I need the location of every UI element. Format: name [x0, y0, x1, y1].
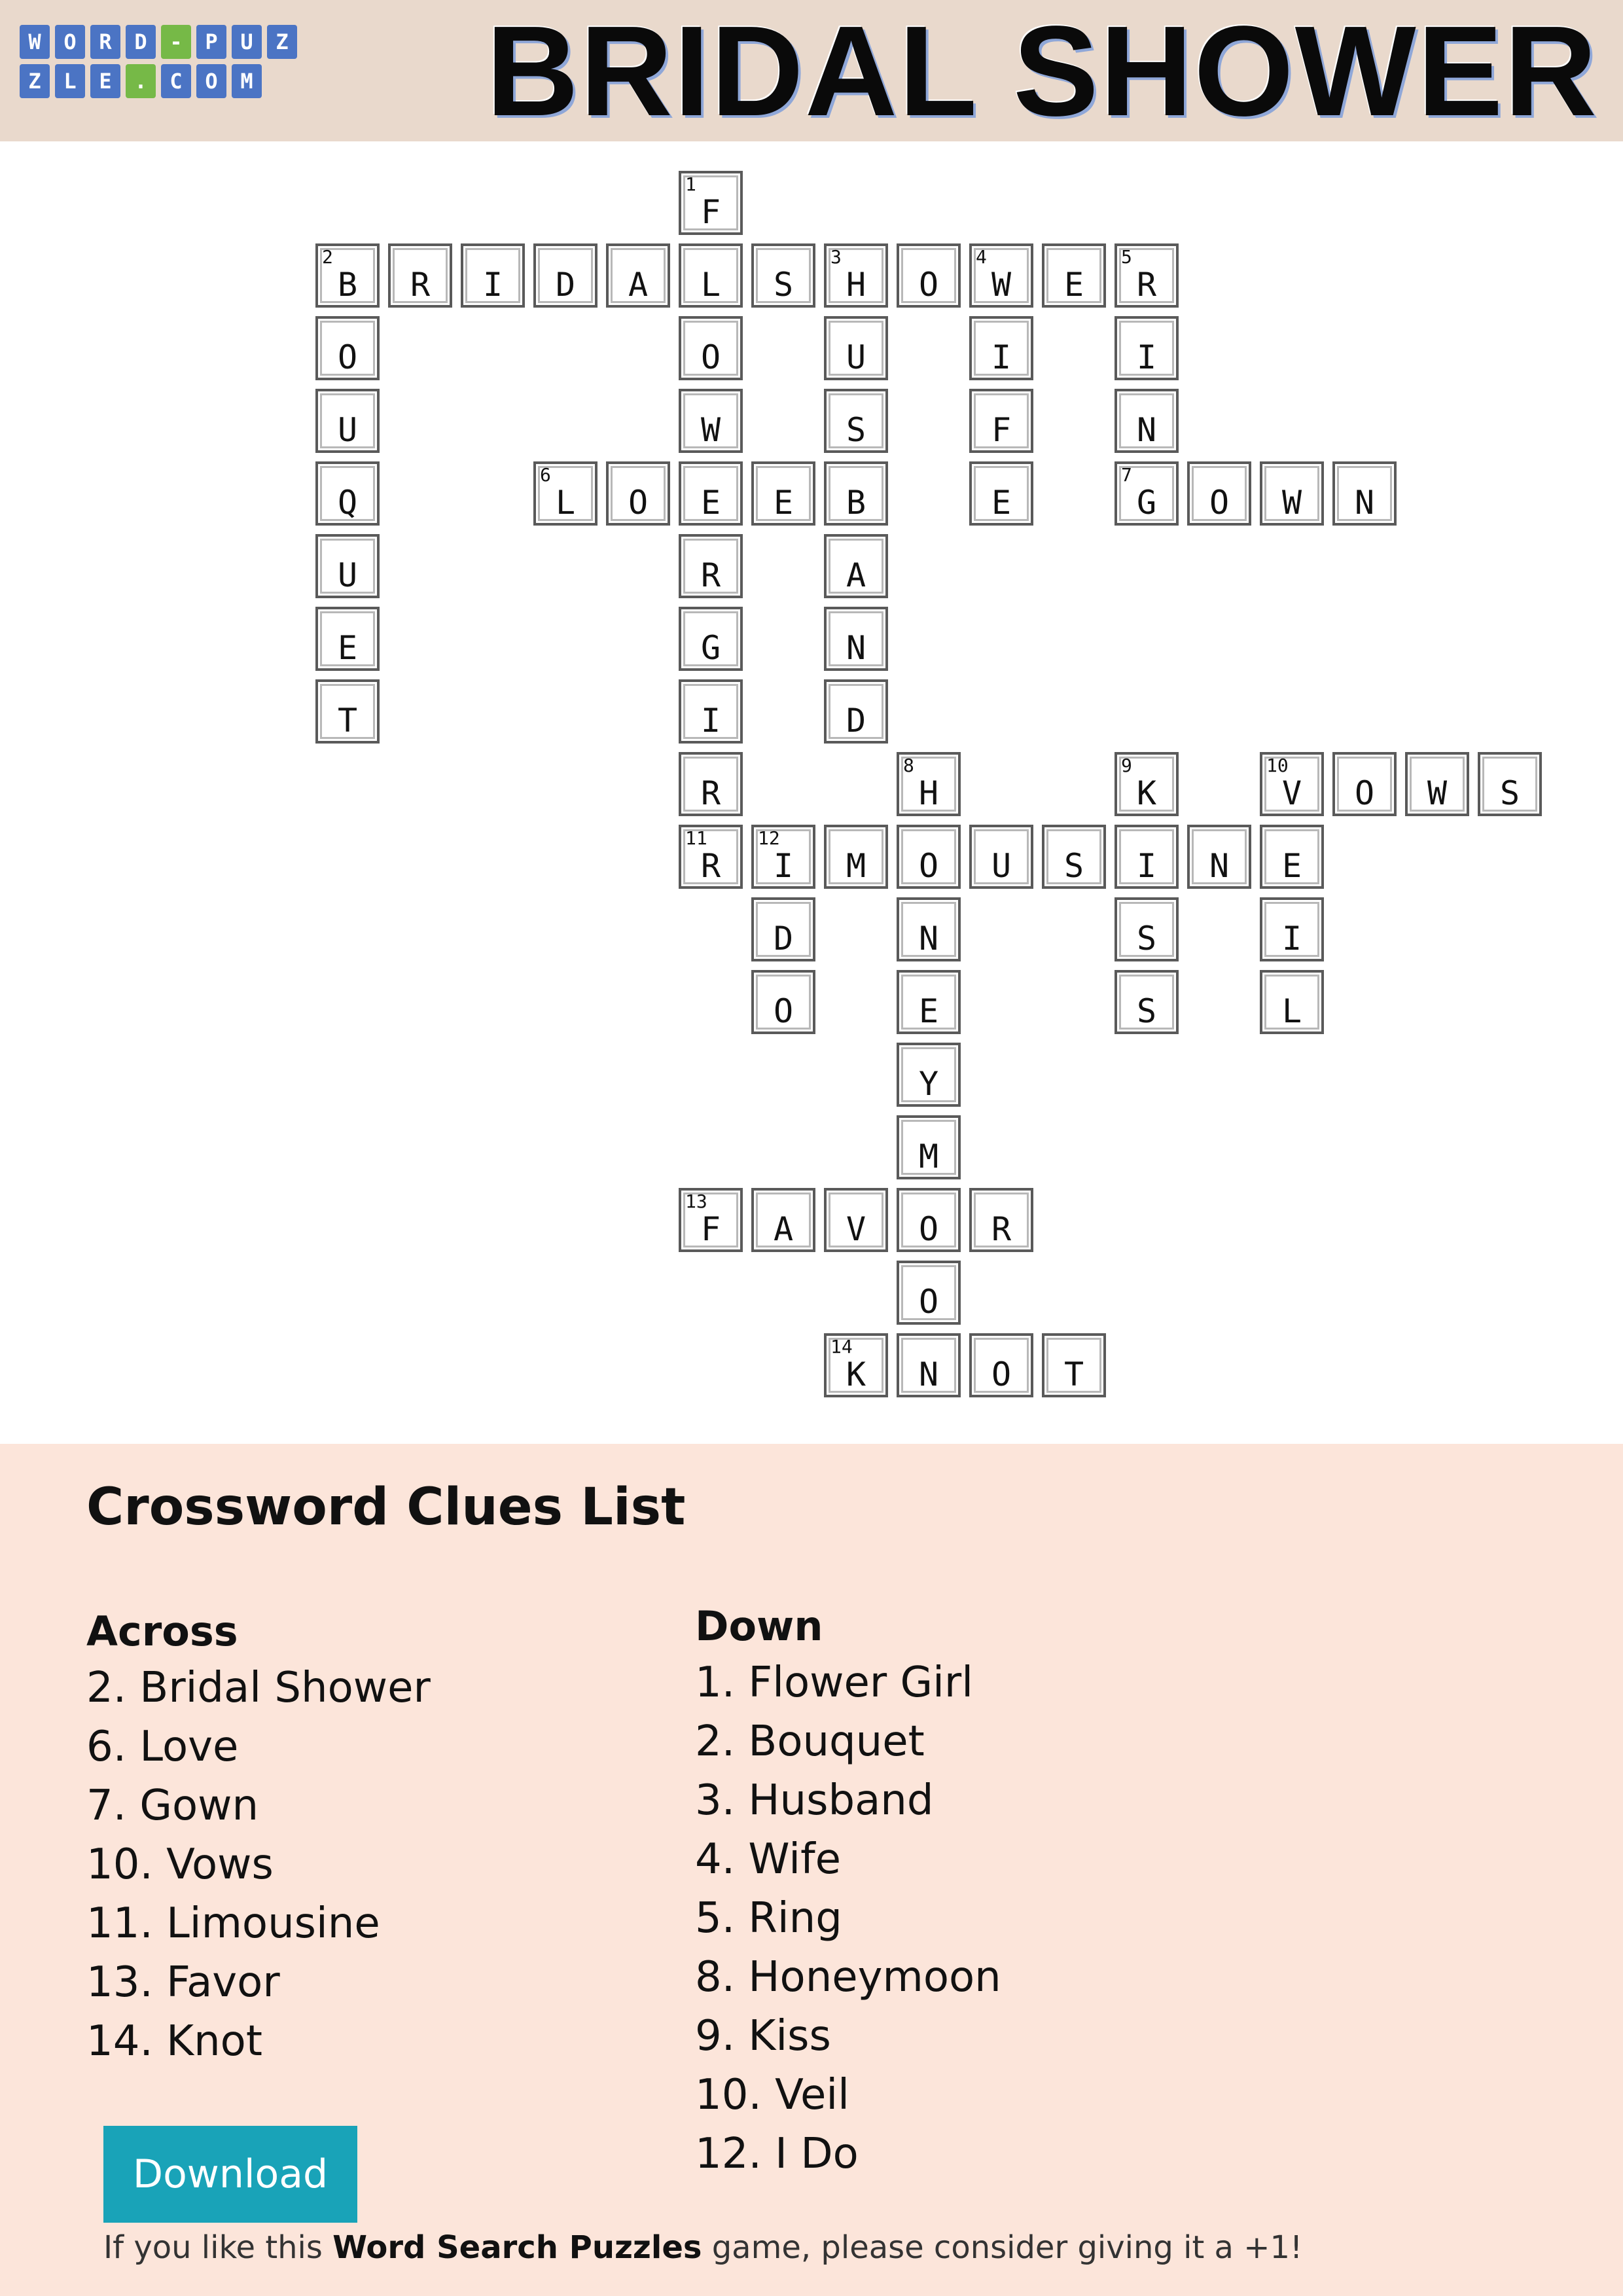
crossword-cell[interactable]	[897, 1188, 961, 1252]
clues-panel	[0, 1444, 1623, 2296]
crossword-cell[interactable]	[1332, 752, 1397, 816]
cell-letter: F	[700, 1210, 721, 1248]
crossword-cell[interactable]	[824, 461, 888, 526]
crossword-cell[interactable]	[679, 607, 743, 671]
cell-letter: R	[991, 1210, 1012, 1248]
cell-letter: B	[337, 266, 358, 304]
clue-number: 6	[540, 464, 551, 486]
crossword-cell[interactable]	[751, 897, 815, 961]
clues-heading: Crossword Clues List	[86, 1478, 686, 1537]
cell-letter: N	[918, 1355, 939, 1393]
across-clue: 11. Limousine	[86, 1899, 380, 1948]
logo-tile: L	[55, 64, 85, 98]
logo-tile: W	[20, 25, 50, 59]
crossword-cell[interactable]	[315, 607, 380, 671]
cell-letter: W	[991, 266, 1012, 304]
crossword-cell[interactable]	[897, 752, 961, 816]
cell-letter: R	[700, 556, 721, 594]
cell-letter: O	[700, 338, 721, 376]
down-clue: 1. Flower Girl	[695, 1659, 973, 1707]
cell-letter: E	[918, 992, 939, 1030]
across-heading: Across	[86, 1607, 238, 1655]
logo-tile: Z	[20, 64, 50, 98]
clue-number: 14	[830, 1336, 853, 1357]
crossword-cell[interactable]	[315, 461, 380, 526]
crossword-cell[interactable]	[751, 825, 815, 889]
crossword-cell[interactable]	[679, 1188, 743, 1252]
crossword-cell[interactable]	[315, 243, 380, 308]
cell-letter: W	[1427, 774, 1448, 812]
cell-letter: V	[1281, 774, 1302, 812]
crossword-cell[interactable]	[1260, 752, 1324, 816]
cell-letter: V	[846, 1210, 866, 1248]
cell-letter: O	[773, 992, 794, 1030]
crossword-cell[interactable]	[1042, 825, 1106, 889]
logo-tile: E	[90, 64, 120, 98]
down-clue: 10. Veil	[695, 2071, 849, 2119]
crossword-cell[interactable]	[897, 1261, 961, 1325]
logo-tile: O	[196, 64, 226, 98]
cell-letter: F	[991, 411, 1012, 449]
cell-letter: U	[337, 556, 358, 594]
cell-letter: D	[846, 702, 866, 740]
crossword-cell[interactable]	[1115, 825, 1179, 889]
crossword-cell[interactable]	[1332, 461, 1397, 526]
crossword-grid	[0, 141, 1623, 1444]
crossword-cell[interactable]	[897, 825, 961, 889]
crossword-cell[interactable]	[533, 243, 597, 308]
logo-tile: M	[232, 64, 262, 98]
crossword-cell[interactable]	[824, 243, 888, 308]
crossword-cell[interactable]	[751, 1188, 815, 1252]
across-clue: 10. Vows	[86, 1840, 274, 1889]
crossword-cell[interactable]	[388, 243, 452, 308]
logo-tile: -	[161, 25, 191, 59]
crossword-cell[interactable]	[897, 1043, 961, 1107]
crossword-cell[interactable]	[751, 970, 815, 1034]
clue-number: 1	[685, 173, 696, 195]
cell-letter: E	[700, 484, 721, 522]
across-clue: 14. Knot	[86, 2017, 262, 2066]
logo-tile: R	[90, 25, 120, 59]
cell-letter: W	[700, 411, 721, 449]
cell-letter: S	[1063, 847, 1084, 885]
crossword-cell[interactable]	[1115, 897, 1179, 961]
clue-number: 8	[903, 755, 914, 776]
crossword-cell[interactable]	[679, 316, 743, 380]
cell-letter: I	[1136, 847, 1157, 885]
crossword-cell[interactable]	[679, 243, 743, 308]
logo-tile: U	[232, 25, 262, 59]
crossword-cell[interactable]	[1042, 1333, 1106, 1397]
footer-note	[103, 2229, 1302, 2266]
logo-tile: D	[126, 25, 156, 59]
footer-note-link[interactable]: Word Search Puzzles	[332, 2229, 702, 2266]
across-clue: 6. Love	[86, 1723, 239, 1771]
cell-letter: S	[1136, 992, 1157, 1030]
crossword-cell[interactable]	[897, 243, 961, 308]
crossword-cell[interactable]	[751, 243, 815, 308]
crossword-cell[interactable]	[1115, 316, 1179, 380]
down-clue: 3. Husband	[695, 1776, 934, 1825]
clue-number: 11	[685, 827, 707, 849]
crossword-cell[interactable]	[824, 534, 888, 598]
down-clue-list	[695, 1653, 1001, 2183]
crossword-cell[interactable]	[969, 1333, 1033, 1397]
logo-tile: Z	[267, 25, 297, 59]
cell-letter: O	[918, 1283, 939, 1321]
cell-letter: I	[773, 847, 794, 885]
cell-letter: O	[1354, 774, 1375, 812]
cell-letter: N	[1354, 484, 1375, 522]
crossword-cell[interactable]	[533, 461, 597, 526]
cell-letter: S	[773, 266, 794, 304]
crossword-cell[interactable]	[1260, 970, 1324, 1034]
cell-letter: O	[1209, 484, 1230, 522]
cell-letter: D	[555, 266, 576, 304]
crossword-cell[interactable]	[1260, 897, 1324, 961]
cell-letter: Q	[337, 484, 358, 522]
crossword-cell[interactable]	[824, 1333, 888, 1397]
crossword-cell[interactable]	[679, 679, 743, 744]
cell-letter: M	[918, 1138, 939, 1175]
cell-letter: R	[700, 774, 721, 812]
crossword-cell[interactable]	[969, 316, 1033, 380]
cell-letter: H	[918, 774, 939, 812]
crossword-cell[interactable]	[897, 1333, 961, 1397]
crossword-cell[interactable]	[1115, 970, 1179, 1034]
download-button[interactable]: Download	[103, 2126, 357, 2223]
crossword-cell[interactable]	[1115, 243, 1179, 308]
crossword-cell[interactable]	[897, 1115, 961, 1179]
crossword-cell[interactable]	[315, 534, 380, 598]
crossword-cell[interactable]	[1478, 752, 1542, 816]
crossword-cell[interactable]	[679, 534, 743, 598]
cell-letter: F	[700, 193, 721, 231]
cell-letter: T	[337, 702, 358, 740]
crossword-cell[interactable]	[315, 316, 380, 380]
logo-tile: P	[196, 25, 226, 59]
clue-number: 2	[322, 246, 333, 268]
cell-letter: E	[337, 629, 358, 667]
crossword-cell[interactable]	[969, 1188, 1033, 1252]
cell-letter: O	[918, 847, 939, 885]
clue-number: 7	[1121, 464, 1132, 486]
crossword-cell[interactable]	[315, 679, 380, 744]
crossword-cell[interactable]	[824, 825, 888, 889]
crossword-cell[interactable]	[606, 461, 670, 526]
cell-letter: R	[700, 847, 721, 885]
cell-letter: S	[1136, 920, 1157, 958]
cell-letter: G	[700, 629, 721, 667]
cell-letter: D	[773, 920, 794, 958]
down-clue: 4. Wife	[695, 1835, 841, 1884]
crossword-cell[interactable]	[1405, 752, 1469, 816]
down-clue: 2. Bouquet	[695, 1717, 925, 1766]
cell-letter: L	[1281, 992, 1302, 1030]
crossword-cell[interactable]	[824, 1188, 888, 1252]
crossword-cell[interactable]	[824, 389, 888, 453]
crossword-cell[interactable]	[969, 461, 1033, 526]
logo-tile: .	[126, 64, 156, 98]
crossword-cell[interactable]	[679, 461, 743, 526]
across-clue: 7. Gown	[86, 1782, 259, 1830]
crossword-cell[interactable]	[824, 679, 888, 744]
clue-number: 9	[1121, 755, 1132, 776]
cell-letter: I	[700, 702, 721, 740]
cell-letter: O	[991, 1355, 1012, 1393]
cell-letter: L	[700, 266, 721, 304]
clue-number: 12	[758, 827, 780, 849]
crossword-cell[interactable]	[1042, 243, 1106, 308]
cell-letter: Y	[918, 1065, 939, 1103]
cell-letter: B	[846, 484, 866, 522]
crossword-cell[interactable]	[824, 316, 888, 380]
clue-number: 10	[1266, 755, 1289, 776]
crossword-cell[interactable]	[751, 461, 815, 526]
cell-letter: S	[846, 411, 866, 449]
crossword-cell[interactable]	[1115, 389, 1179, 453]
puzzle-title: BRIDAL SHOWER	[486, 0, 1598, 143]
cell-letter: O	[337, 338, 358, 376]
crossword-cell[interactable]	[679, 389, 743, 453]
cell-letter: N	[1136, 411, 1157, 449]
clue-number: 3	[830, 246, 842, 268]
down-clue: 12. I Do	[695, 2130, 859, 2178]
cell-letter: K	[846, 1355, 866, 1393]
cell-letter: I	[482, 266, 503, 304]
clue-number: 4	[976, 246, 987, 268]
cell-letter: E	[1063, 266, 1084, 304]
cell-letter: R	[1136, 266, 1157, 304]
crossword-cell[interactable]	[679, 825, 743, 889]
header-bar	[0, 0, 1623, 141]
cell-letter: L	[555, 484, 576, 522]
cell-letter: K	[1136, 774, 1157, 812]
crossword-cell[interactable]	[679, 171, 743, 235]
cell-letter: G	[1136, 484, 1157, 522]
logo-tile: C	[161, 64, 191, 98]
footer-note-text: If you like this	[103, 2229, 333, 2266]
across-clue-list	[86, 1659, 431, 2071]
cell-letter: A	[846, 556, 866, 594]
crossword-cell[interactable]	[315, 389, 380, 453]
site-logo[interactable]	[20, 25, 302, 98]
cell-letter: W	[1281, 484, 1302, 522]
cell-letter: N	[918, 920, 939, 958]
crossword-cell[interactable]	[1115, 752, 1179, 816]
across-clue: 13. Favor	[86, 1958, 280, 2007]
cell-letter: N	[1209, 847, 1230, 885]
crossword-cell[interactable]	[969, 243, 1033, 308]
crossword-cell[interactable]	[969, 389, 1033, 453]
clue-number: 13	[685, 1191, 707, 1212]
cell-letter: E	[1281, 847, 1302, 885]
crossword-cell[interactable]	[461, 243, 525, 308]
cell-letter: R	[410, 266, 431, 304]
down-clue: 5. Ring	[695, 1894, 842, 1943]
cell-letter: U	[846, 338, 866, 376]
cell-letter: A	[628, 266, 649, 304]
footer-note-text-end: game, please consider giving it a +1!	[702, 2229, 1303, 2266]
logo-row	[20, 25, 302, 59]
crossword-cell[interactable]	[897, 897, 961, 961]
cell-letter: E	[773, 484, 794, 522]
down-clue: 8. Honeymoon	[695, 1953, 1001, 2001]
cell-letter: M	[846, 847, 866, 885]
crossword-cell[interactable]	[679, 752, 743, 816]
logo-tile: O	[55, 25, 85, 59]
cell-letter: E	[991, 484, 1012, 522]
cell-letter: I	[1281, 920, 1302, 958]
cell-letter: A	[773, 1210, 794, 1248]
across-clue: 2. Bridal Shower	[86, 1664, 431, 1712]
cell-letter: U	[991, 847, 1012, 885]
cell-letter: O	[918, 266, 939, 304]
cell-letter: I	[1136, 338, 1157, 376]
crossword-cell[interactable]	[897, 970, 961, 1034]
crossword-cell[interactable]	[969, 825, 1033, 889]
crossword-cell[interactable]	[1115, 461, 1179, 526]
logo-row	[20, 64, 302, 98]
cell-letter: H	[846, 266, 866, 304]
crossword-cell[interactable]	[1187, 461, 1251, 526]
crossword-cell[interactable]	[824, 607, 888, 671]
cell-letter: T	[1063, 1355, 1084, 1393]
cell-letter: U	[337, 411, 358, 449]
crossword-cell[interactable]	[606, 243, 670, 308]
cell-letter: S	[1499, 774, 1520, 812]
cell-letter: O	[628, 484, 649, 522]
cell-letter: I	[991, 338, 1012, 376]
down-clue: 9. Kiss	[695, 2012, 831, 2060]
crossword-cell[interactable]	[1260, 461, 1324, 526]
clue-number: 5	[1121, 246, 1132, 268]
cell-letter: N	[846, 629, 866, 667]
down-heading: Down	[695, 1602, 823, 1650]
crossword-cell[interactable]	[1260, 825, 1324, 889]
cell-letter: O	[918, 1210, 939, 1248]
crossword-cell[interactable]	[1187, 825, 1251, 889]
